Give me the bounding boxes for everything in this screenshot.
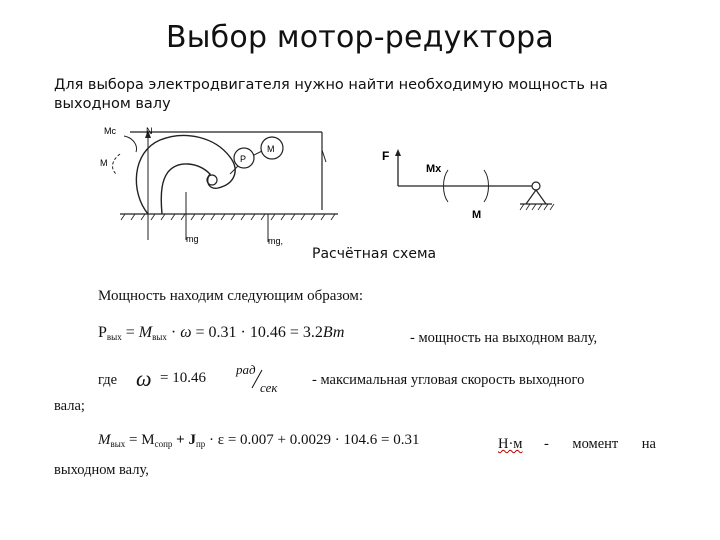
formula1-lhs-sub: вых [106,332,122,342]
formula2-desc-word-2: на [641,436,656,452]
label-n: N [146,126,153,136]
formula2-m-sub: вых [110,439,126,449]
label-mx: Mх [426,163,442,175]
page-title: Выбор мотор-редуктора [166,20,554,55]
formula1-rest: = 0.31 · 10.46 = 3.2 [195,324,323,341]
label-f: F [382,149,390,163]
formula-power: $P_{вых} = M_{вых} \cdot \omega = 0.31 \cdot 10.46 = 3.2Вт$ [98,324,345,342]
intro-text: Для выбора электродвигателя нужно найти необходимую мощность на выходном валу [54,77,608,112]
formula-moment [98,432,419,449]
formula1-omega: ω [180,324,192,341]
mechanism-diagram [90,122,340,250]
formula2-rest: · ε = 0.007 + 0.0029 · 104.6 = 0.31 [209,432,420,448]
formula2-plus: + J [176,432,196,448]
body-line-4: вала; [54,398,85,414]
fraction-slash [250,368,264,390]
omega-unit-top: рад [236,362,256,377]
label-m-left: M [100,158,108,168]
omega-unit-bottom: сек [260,380,278,395]
label-m-circle: M [267,144,275,154]
label-m-bottom: M [472,209,482,221]
label-mg2: mg, [268,236,284,246]
formula2-desc-word-1: момент [572,436,619,452]
formula1-unit: Вт [322,324,345,341]
formula1-lhs: P [98,324,107,341]
where-label: где [98,372,118,388]
scheme-caption: Расчётная схема [312,246,437,262]
omega-desc: - максимальная угловая скорость выходного [312,372,585,388]
formula1-m: M [138,324,153,341]
formula1-desc: - мощность на выходном валу, [410,330,598,346]
formula2-desc [544,436,656,453]
label-ms: Mс [104,126,116,136]
calculation-scheme [380,140,570,230]
formula2-eq: = M [129,432,155,448]
omega-value: = 10.46 [160,370,206,386]
formula2-unit: Н·м [498,436,523,452]
body-line-6: выходном валу, [54,462,149,478]
formula2-jsub: пр [195,439,206,449]
body-line-1: Мощность находим следующим образом: [98,288,364,304]
label-mg1: mg [186,234,199,244]
label-p: P [240,154,247,164]
formula2-desc-word-0: - [544,436,549,452]
formula2-m: M [98,432,111,448]
formula1-m-sub: вых [152,332,167,342]
omega-symbol: ω [136,366,152,391]
formula2-msub: сопр [154,439,173,449]
